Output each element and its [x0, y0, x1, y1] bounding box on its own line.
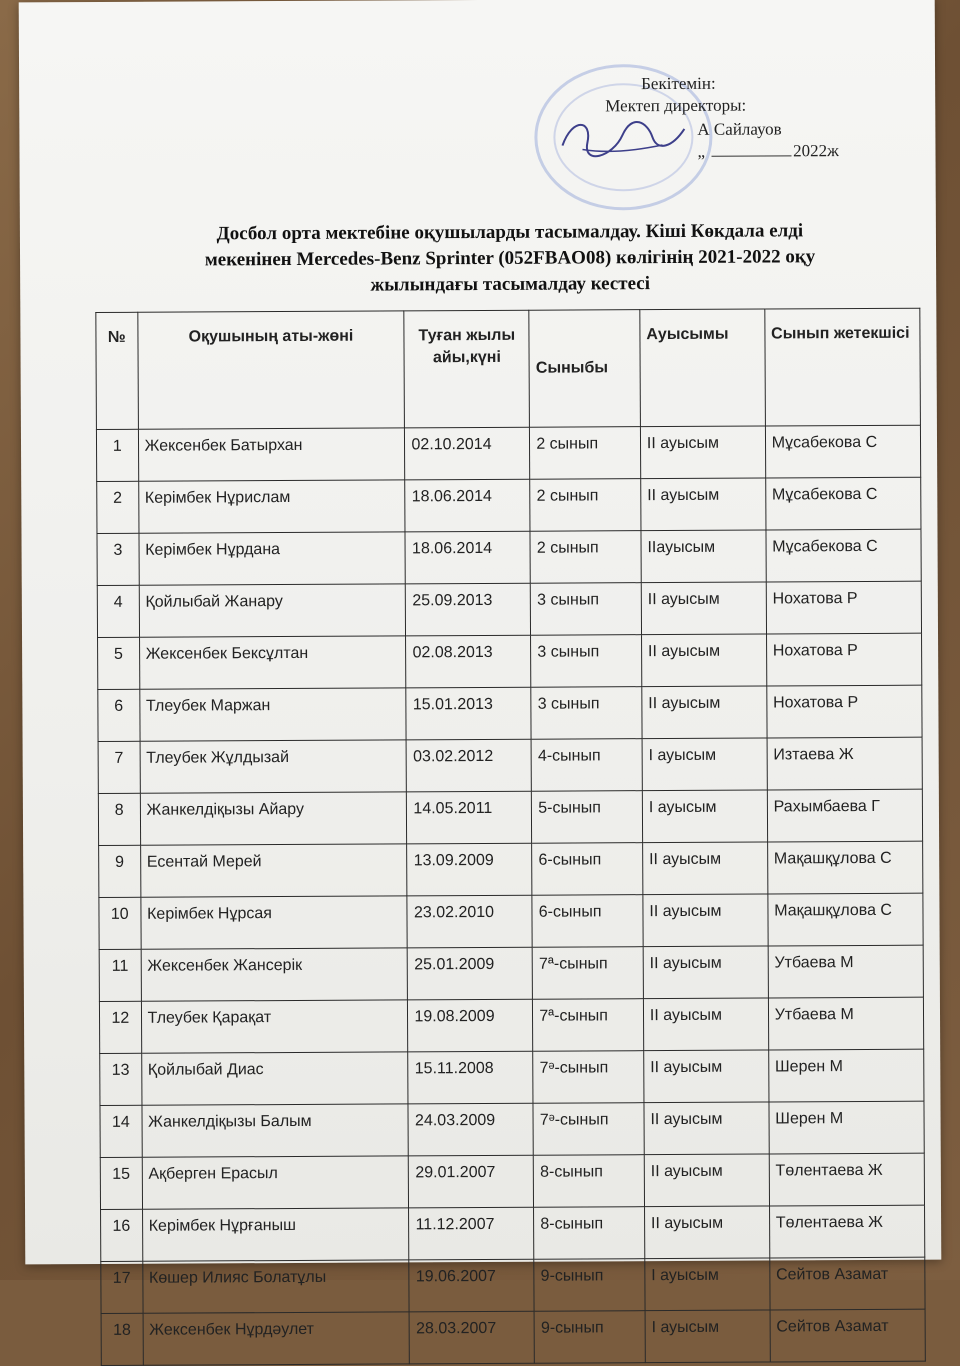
approval-block	[579, 70, 840, 171]
approval-title: Бекітемін:	[641, 73, 716, 94]
shift-cell: II ауысым	[644, 1206, 769, 1259]
row-number-cell: 6	[98, 689, 140, 741]
shift-cell: II ауысым	[642, 686, 767, 739]
birth-date-cell: 02.08.2013	[406, 635, 531, 688]
class-cell: 3 сынып	[531, 687, 642, 740]
row-number-cell: 12	[99, 1001, 141, 1053]
shift-cell: II ауысым	[644, 1154, 769, 1207]
row-number-cell: 16	[101, 1209, 143, 1261]
table-row	[101, 1257, 925, 1313]
approval-name: А Сайлауов	[697, 119, 782, 139]
shift-cell: I ауысым	[645, 1258, 770, 1311]
class-teacher-cell: Нохатова Р	[766, 581, 922, 634]
shift-cell: I ауысым	[642, 738, 767, 791]
class-teacher-cell: Мақашқұлова С	[767, 841, 923, 894]
class-teacher-cell: Шерен М	[768, 1049, 924, 1102]
table-row	[98, 737, 922, 793]
birth-date-cell: 11.12.2007	[409, 1207, 534, 1260]
shift-cell: II ауысым	[641, 478, 766, 531]
class-cell: 2 сынып	[530, 531, 641, 584]
row-number-cell: 1	[96, 429, 138, 481]
table-row	[100, 1101, 924, 1157]
student-name-cell: Есентай Мерей	[140, 844, 407, 897]
shift-cell: II ауысым	[643, 998, 768, 1051]
student-name-cell: Көшер Илияс Болатұлы	[142, 1260, 409, 1313]
class-cell: 7ᵊ-сынып	[533, 1103, 644, 1156]
birth-date-cell: 19.08.2009	[408, 999, 533, 1052]
title-line-3: жылындағы тасымалдау кестесі	[370, 273, 651, 296]
table-header-row	[96, 308, 921, 429]
birth-date-cell: 02.10.2014	[405, 427, 530, 480]
student-name-cell: Тлеубек Маржан	[139, 688, 406, 741]
row-number-cell: 14	[100, 1105, 142, 1157]
class-cell: 2 сынып	[530, 427, 641, 480]
class-teacher-cell: Сейтов Азамат	[770, 1309, 926, 1362]
approval-date-suffix: 2022ж	[792, 141, 839, 161]
class-cell: 6-сынып	[532, 895, 643, 948]
table-row	[98, 789, 922, 845]
shift-cell: II ауысым	[644, 1050, 769, 1103]
birth-date-cell: 15.11.2008	[408, 1051, 533, 1104]
class-cell: 5-сынып	[532, 791, 643, 844]
row-number-cell: 11	[99, 949, 141, 1001]
class-cell: 3 сынып	[531, 583, 642, 636]
student-name-cell: Жексенбек Жансерік	[141, 948, 408, 1001]
birth-date-cell: 25.01.2009	[408, 947, 533, 1000]
class-teacher-cell: Мұсабекова С	[766, 529, 922, 582]
class-cell: 6-сынып	[532, 843, 643, 896]
class-teacher-cell: Сейтов Азамат	[769, 1257, 925, 1310]
student-name-cell: Керімбек Нұрислам	[138, 480, 405, 533]
row-number-cell: 18	[101, 1313, 143, 1365]
class-teacher-cell: Нохатова Р	[766, 633, 922, 686]
class-teacher-cell: Рахымбаева Г	[767, 789, 923, 842]
shift-cell: II ауысым	[643, 894, 768, 947]
header-student-name: Оқушының аты-жөні	[137, 311, 404, 429]
header-class-teacher: Сынып жетекшісі	[765, 308, 921, 426]
student-name-cell: Керімбек Нұрсая	[140, 896, 407, 949]
class-teacher-cell: Утбаева М	[768, 997, 924, 1050]
student-name-cell: Тлеубек Қарақат	[141, 1000, 408, 1053]
shift-cell: I ауысым	[645, 1310, 770, 1363]
table-row	[99, 945, 923, 1001]
class-teacher-cell: Шерен М	[769, 1101, 925, 1154]
birth-date-cell: 23.02.2010	[407, 895, 532, 948]
row-number-cell: 5	[98, 637, 140, 689]
birth-date-cell: 29.01.2007	[409, 1155, 534, 1208]
shift-cell: II ауысым	[641, 634, 766, 687]
approval-date	[697, 140, 838, 163]
table-row	[97, 581, 921, 637]
shift-cell: II ауысым	[641, 582, 766, 635]
header-class: Сыныбы	[529, 310, 640, 428]
birth-date-cell: 18.06.2014	[405, 531, 530, 584]
document-page	[19, 0, 942, 1339]
row-number-cell: 2	[97, 481, 139, 533]
student-name-cell: Жанкелдіқызы Балым	[142, 1104, 409, 1157]
student-name-cell: Қойлыбай Жанару	[139, 584, 406, 637]
class-teacher-cell: Изтаева Ж	[767, 737, 923, 790]
table-row	[100, 1153, 924, 1209]
birth-date-cell: 14.05.2011	[407, 791, 532, 844]
student-name-cell: Тлеубек Жұлдызай	[140, 740, 407, 793]
header-birth-date: Туған жылы айы,күні	[404, 310, 529, 428]
shift-cell: II ауысым	[640, 426, 765, 479]
birth-date-cell: 15.01.2013	[406, 687, 531, 740]
student-name-cell: Қойлыбай Диас	[141, 1052, 408, 1105]
class-teacher-cell: Нохатова Р	[766, 685, 922, 738]
birth-date-cell: 03.02.2012	[407, 739, 532, 792]
title-line-1: Досбол орта мектебіне оқушыларды тасымалдау. Кіші Көкдала елді	[216, 220, 804, 245]
transport-schedule-table	[95, 308, 926, 1366]
student-name-cell: Керімбек Нұрғаныш	[142, 1208, 409, 1261]
table-body	[96, 425, 925, 1365]
document-title	[130, 218, 890, 300]
shift-cell: IIауысым	[641, 530, 766, 583]
class-cell: 9-сынып	[534, 1311, 645, 1364]
student-name-cell: Керімбек Нұрдана	[139, 532, 406, 585]
row-number-cell: 13	[100, 1053, 142, 1105]
approval-position: Мектеп директоры:	[605, 95, 747, 116]
table-row	[101, 1205, 925, 1261]
row-number-cell: 3	[97, 533, 139, 585]
title-line-2: мекенінен Mercedes-Benz Sprinter (052FBAO08) көлігінің 2021-2022 оқу	[204, 246, 816, 271]
approval-date-quote: „	[697, 141, 706, 161]
birth-date-cell: 13.09.2009	[407, 843, 532, 896]
student-name-cell: Ақберген Ерасыл	[142, 1156, 409, 1209]
shift-cell: II ауысым	[643, 946, 768, 999]
student-name-cell: Жексенбек Батырхан	[138, 428, 405, 481]
date-blank-line	[711, 155, 791, 156]
birth-date-cell: 25.09.2013	[406, 583, 531, 636]
table-row	[98, 633, 922, 689]
row-number-cell: 15	[100, 1157, 142, 1209]
student-name-cell: Жексенбек Бексұлтан	[139, 636, 406, 689]
birth-date-cell: 19.06.2007	[409, 1259, 534, 1312]
table-row	[97, 477, 921, 533]
row-number-cell: 8	[98, 793, 140, 845]
class-teacher-cell: Мақашқұлова С	[768, 893, 924, 946]
row-number-cell: 17	[101, 1261, 143, 1313]
table-row	[99, 841, 923, 897]
header-shift: Ауысымы	[640, 309, 765, 427]
birth-date-cell: 18.06.2014	[405, 479, 530, 532]
class-cell: 9-сынып	[534, 1259, 645, 1312]
birth-date-cell: 24.03.2009	[408, 1103, 533, 1156]
class-cell: 3 сынып	[531, 635, 642, 688]
class-cell: 7ª-сынып	[533, 999, 644, 1052]
shift-cell: I ауысым	[642, 790, 767, 843]
row-number-cell: 7	[98, 741, 140, 793]
shift-cell: II ауысым	[643, 842, 768, 895]
row-number-cell: 4	[97, 585, 139, 637]
student-name-cell: Жексенбек Нұрдәулет	[143, 1312, 410, 1365]
table-row	[100, 1049, 924, 1105]
class-teacher-cell: Мұсабекова С	[765, 477, 921, 530]
student-name-cell: Жанкелдіқызы Айару	[140, 792, 407, 845]
class-cell: 8-сынып	[534, 1155, 645, 1208]
table-row	[99, 997, 923, 1053]
row-number-cell: 9	[99, 845, 141, 897]
class-cell: 7ᵊ-сынып	[533, 1051, 644, 1104]
row-number-cell: 10	[99, 897, 141, 949]
table-row	[96, 425, 920, 481]
class-teacher-cell: Утбаева М	[768, 945, 924, 998]
table-row	[98, 685, 922, 741]
header-number: №	[96, 312, 138, 429]
table-row	[97, 529, 921, 585]
class-cell: 8-сынып	[534, 1207, 645, 1260]
table-row	[99, 893, 923, 949]
birth-date-cell: 28.03.2007	[410, 1311, 535, 1364]
shift-cell: II ауысым	[644, 1102, 769, 1155]
table-row	[101, 1309, 925, 1365]
class-teacher-cell: Мұсабекова С	[765, 425, 921, 478]
class-cell: 7ª-сынып	[532, 947, 643, 1000]
class-teacher-cell: Төлентаева Ж	[769, 1153, 925, 1206]
class-cell: 2 сынып	[530, 479, 641, 532]
class-cell: 4-сынып	[531, 739, 642, 792]
class-teacher-cell: Төлентаева Ж	[769, 1205, 925, 1258]
